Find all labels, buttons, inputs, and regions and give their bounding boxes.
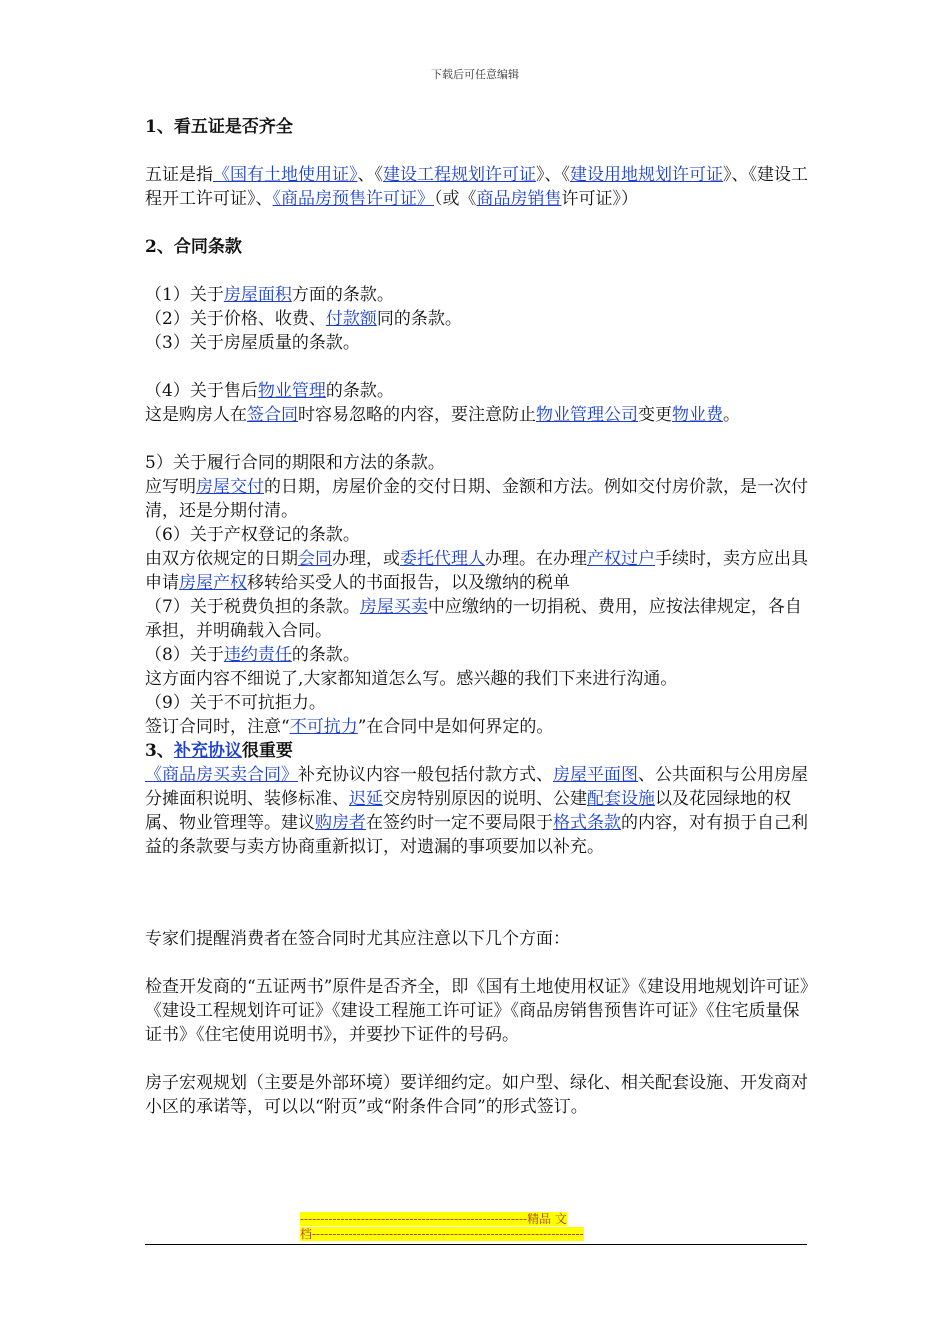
experts-planning-paragraph: 房子宏观规划（主要是外部环境）要详细约定。如户型、绿化、相关配套设施、开发商对小区的承诺等，可以以“附页”或“附条件合同”的形式签订。 — [145, 1073, 808, 1117]
link-construction-planning-permit[interactable]: 建设工程规划许可证 — [383, 165, 536, 185]
item-4-detail: 这是购房人在签合同时容易忽略的内容，要注意防止物业管理公司变更物业费。 — [145, 405, 740, 425]
section-1-paragraph: 五证是指《国有土地使用证》、《建设工程规划许可证》、《建设用地规划许可证》、《建设工程开工许可证》、《商品房预售许可证》（或《商品房销售许可证》） — [145, 165, 808, 209]
footer-rule — [145, 1244, 807, 1245]
link-title-transfer[interactable]: 产权过户 — [587, 549, 655, 569]
page-header: 下载后可任意编辑 — [431, 68, 519, 81]
section-1-title: 1、看五证是否齐全 — [145, 117, 293, 137]
link-presale-permit[interactable]: 《商品房预售许可证》 — [272, 189, 434, 209]
footer-line-2: 档------------------------------------------------------------------- — [300, 1227, 584, 1241]
item-9-detail: 签订合同时，注意“不可抗力”在合同中是如何界定的。 — [145, 717, 554, 737]
experts-check-paragraph: 检查开发商的“五证两书”原件是否齐全，即《国有土地使用权证》《建设用地规划许可证》《建设工程规划许可证》《建设工程施工许可证》《商品房销售预售许可证》《住宅质量保证书》《住宅使用说明书》，并要抄下证件的号码。 — [145, 977, 809, 1045]
link-supporting-facilities[interactable]: 配套设施 — [587, 789, 655, 809]
item-9: （9）关于不可抗拒力。 — [145, 693, 326, 713]
link-breach-liability[interactable]: 违约责任 — [223, 645, 292, 665]
link-property-management[interactable]: 物业管理 — [257, 381, 326, 401]
item-4: （4）关于售后物业管理的条款。 — [145, 381, 394, 401]
link-payment-amount[interactable]: 付款额 — [325, 309, 377, 329]
link-house-property-right[interactable]: 房屋产权 — [179, 573, 247, 593]
item-8-detail: 这方面内容不细说了,大家都知道怎么写。感兴趣的我们下来进行沟通。 — [145, 669, 678, 689]
item-5: 5）关于履行合同的期限和方法的条款。 — [145, 453, 445, 473]
link-property-management-company[interactable]: 物业管理公司 — [536, 405, 638, 425]
link-sale-permit[interactable]: 商品房销售 — [476, 189, 562, 209]
footer-line-1: --------------------------------------------------------精品 文 — [300, 1212, 567, 1226]
link-property-fee[interactable]: 物业费 — [672, 405, 723, 425]
link-jointly[interactable]: 会同 — [298, 549, 332, 569]
section-3-paragraph: 《商品房买卖合同》补充协议内容一般包括付款方式、房屋平面图、公共面积与公用房屋分摊面积说明、装修标准、迟延交房特别原因的说明、公建配套设施以及花园绿地的权属、物业管理等。建议购房者在签约时一定不要局限于格式条款的内容，对有损于自己利益的条款要与卖方协商重新拟订，对遗漏的事项要加以补充。 — [145, 765, 808, 857]
link-supplementary-agreement[interactable]: 补充协议 — [173, 741, 242, 761]
link-sign-contract[interactable]: 签合同 — [247, 405, 298, 425]
experts-intro: 专家们提醒消费者在签合同时尤其应注意以下几个方面： — [145, 929, 570, 949]
link-force-majeure[interactable]: 不可抗力 — [289, 717, 358, 737]
item-8: （8）关于违约责任的条款。 — [145, 645, 360, 665]
link-standard-terms[interactable]: 格式条款 — [553, 813, 621, 833]
link-buyer[interactable]: 购房者 — [315, 813, 366, 833]
link-floor-plan[interactable]: 房屋平面图 — [553, 765, 638, 785]
item-6: （6）关于产权登记的条款。 — [145, 525, 360, 545]
link-land-planning-permit[interactable]: 建设用地规划许可证 — [570, 165, 723, 185]
item-3: （3）关于房屋质量的条款。 — [145, 333, 360, 353]
link-delay[interactable]: 迟延 — [349, 789, 383, 809]
link-house-delivery[interactable]: 房屋交付 — [196, 477, 264, 497]
link-sale-contract[interactable]: 《商品房买卖合同》 — [145, 765, 298, 785]
item-6-detail: 由双方依规定的日期会同办理，或委托代理人办理。在办理产权过户手续时，卖方应出具申请房屋产权移转给买受人的书面报告，以及缴纳的税单 — [145, 549, 808, 593]
footer-watermark — [300, 1212, 660, 1242]
link-house-sale[interactable]: 房屋买卖 — [359, 597, 428, 617]
item-5-detail: 应写明房屋交付的日期，房屋价金的交付日期、金额和方法。例如交付房价款，是一次付清，还是分期付清。 — [145, 477, 808, 521]
item-1: （1）关于房屋面积方面的条款。 — [145, 285, 394, 305]
link-land-use-cert[interactable]: 《国有土地使用证》 — [213, 165, 358, 185]
item-2: （2）关于价格、收费、付款额同的条款。 — [145, 309, 462, 329]
link-agent[interactable]: 委托代理人 — [400, 549, 485, 569]
document-body — [145, 115, 810, 1119]
section-2-title: 2、合同条款 — [145, 237, 242, 257]
link-house-area[interactable]: 房屋面积 — [223, 285, 292, 305]
section-3-title: 3、补充协议很重要 — [145, 741, 293, 761]
item-7: （7）关于税费负担的条款。房屋买卖中应缴纳的一切捐税、费用，应按法律规定，各自承担，并明确载入合同。 — [145, 597, 802, 641]
